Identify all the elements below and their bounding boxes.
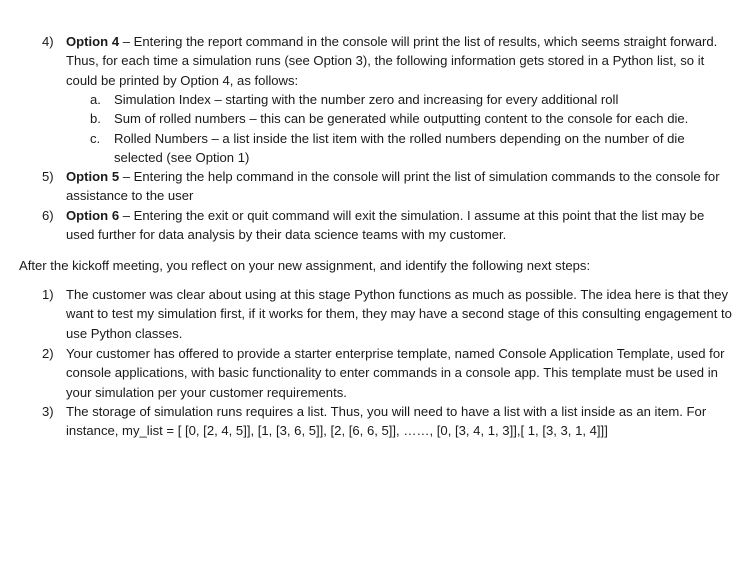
list-number: 2) (42, 346, 54, 361)
next-step-item: The customer was clear about using at this stage Python functions as much as possible. The idea here is that they want to test my simulation first, if it works for them, they may have a second stage of this consulting engagement to use Python classes. (66, 287, 732, 341)
list-number: 3) (42, 404, 54, 419)
sub-list-letter: c. (90, 131, 101, 146)
list-number: 6) (42, 208, 54, 223)
option-title: Option 4 (66, 34, 120, 49)
list-item-option-4 (66, 32, 734, 90)
sub-list-letter: b. (90, 111, 101, 126)
next-step-item: The storage of simulation runs requires a list. Thus, you will need to have a list with a list inside as an item. For instance, my_list = [ [0, [2, 4, 5]], [1, [3, 6, 5]], [2, [6, 6, 5]], ……, [0, [3, 4, 1, 3]],[ 1, [3, 3, 1, 4]]] (66, 404, 707, 439)
sub-list-letter: a. (90, 92, 101, 107)
option-text: – Entering the help command in the console will print the list of simulation commands to the console for assistance to the user (66, 169, 720, 204)
list-number: 5) (42, 169, 54, 184)
next-step-item: Your customer has offered to provide a starter enterprise template, named Console Application Template, used for console applications, with basic functionality to enter commands in a console app. This template must be used in your simulation per your customer requirements. (66, 346, 725, 400)
sub-list-item: Simulation Index – starting with the number zero and increasing for every additional roll (114, 92, 619, 107)
list-item-option-6 (66, 206, 734, 245)
list-number: 4) (42, 34, 54, 49)
option-title: Option 5 (66, 169, 120, 184)
sub-list-item: Sum of rolled numbers – this can be generated while outputting content to the console for each die. (114, 111, 689, 126)
list-number: 1) (42, 287, 54, 302)
option-text: – Entering the exit or quit command will exit the simulation. I assume at this point that the list may be used further for data analysis by their data science teams with my customer. (66, 208, 705, 243)
option-text: – Entering the report command in the console will print the list of results, which seems straight forward. Thus, for each time a simulation runs (see Option 3), the following information gets stored in a Python list, so it could be printed by Option 4, as follows: (66, 34, 718, 88)
intro-paragraph: After the kickoff meeting, you reflect on your new assignment, and identify the following next steps: (19, 258, 591, 273)
option-title: Option 6 (66, 208, 120, 223)
list-item-option-5 (66, 167, 734, 206)
sub-list-item: Rolled Numbers – a list inside the list item with the rolled numbers depending on the number of die selected (see Option 1) (114, 131, 685, 166)
